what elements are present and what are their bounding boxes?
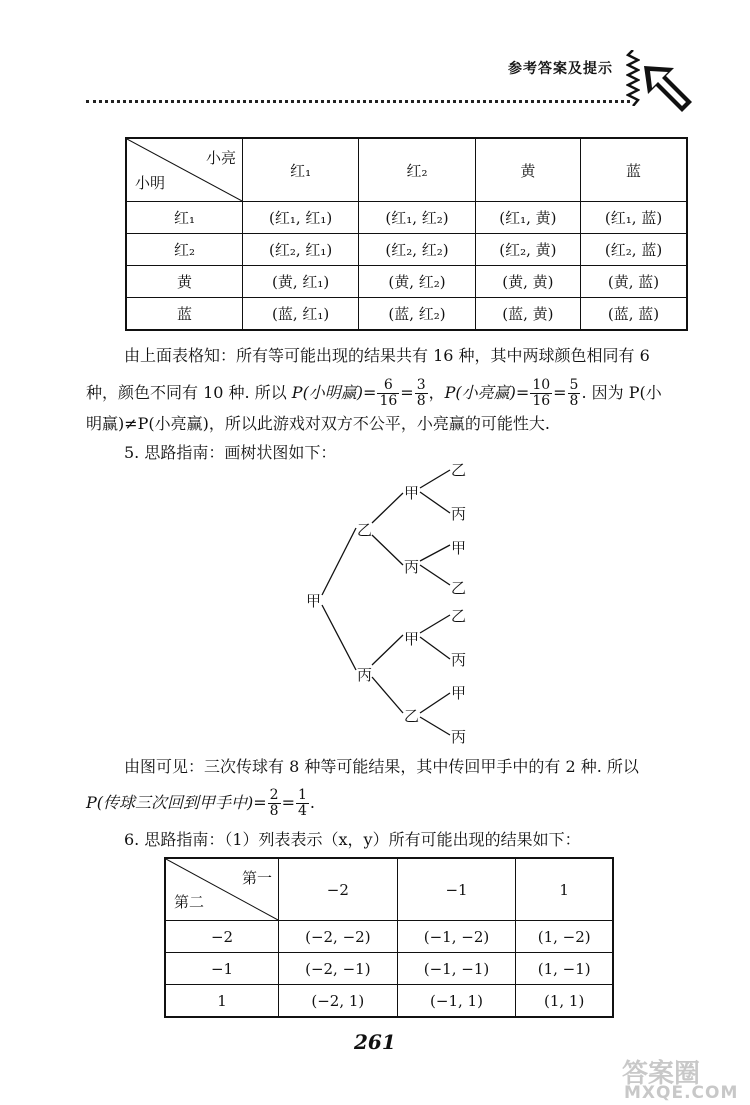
tree-node-root: 甲 xyxy=(306,592,322,610)
table-cell: (蓝, 红₁) xyxy=(243,298,359,331)
fraction-numerator: 6 xyxy=(377,378,399,394)
tree-leaf: 丙 xyxy=(451,505,467,523)
table-cell: (−1, −2) xyxy=(397,921,516,953)
column-header: 蓝 xyxy=(581,138,687,202)
fraction xyxy=(296,788,309,819)
row-header: −2 xyxy=(165,921,279,953)
table-cell: (黄, 蓝) xyxy=(581,266,687,298)
watermark-text: 答案圈 xyxy=(622,1059,701,1089)
tree-branch xyxy=(420,492,450,513)
tree-branch xyxy=(420,615,450,633)
tree-node: 甲 xyxy=(404,630,420,648)
fraction-denominator: 16 xyxy=(532,393,551,409)
table-cell: (1, −2) xyxy=(516,921,613,953)
column-header: 1 xyxy=(516,858,613,921)
comma: ， xyxy=(428,383,445,402)
text-span: 种，颜色不同有 10 种. 所以 xyxy=(86,383,292,402)
table-cell: (−1, 1) xyxy=(397,985,516,1018)
fraction xyxy=(568,378,581,409)
row-header: −1 xyxy=(165,953,279,985)
tree-branch xyxy=(420,717,450,735)
equals-sign: = xyxy=(281,793,295,812)
column-header: 黄 xyxy=(475,138,580,202)
table-row xyxy=(126,234,687,266)
table-cell: (红₁, 蓝) xyxy=(581,202,687,234)
row-header: 黄 xyxy=(126,266,243,298)
column-header: 红₁ xyxy=(243,138,359,202)
fraction-numerator: 3 xyxy=(416,377,426,393)
column-header: −1 xyxy=(397,858,516,921)
corner-bottom-label: 第二 xyxy=(174,893,205,911)
tree-branch xyxy=(372,535,403,565)
row-header: 红₁ xyxy=(126,202,243,234)
tree-node: 乙 xyxy=(357,521,373,539)
table-cell: (黄, 黄) xyxy=(475,266,580,298)
tree-branch xyxy=(372,493,403,523)
section-5-title: 5. 思路指南：画树状图如下： xyxy=(124,443,337,462)
table-row xyxy=(165,921,613,953)
paragraph-1-line-1: 由上面表格知：所有等可能出现的结果共有 16 种，其中两球颜色相同有 6 xyxy=(124,346,650,365)
tree-leaf: 乙 xyxy=(451,607,467,625)
header-title: 参考答案及提示 xyxy=(508,61,613,77)
tree-node: 丙 xyxy=(357,666,373,684)
paragraph-1-line-2 xyxy=(86,376,662,410)
probability-expression: P(传球三次回到甲手中)= xyxy=(86,793,267,812)
table-corner-cell xyxy=(126,138,243,202)
tree-branch xyxy=(420,470,450,488)
fraction xyxy=(268,788,281,819)
text-span: . 因为 P(小 xyxy=(581,383,662,402)
fraction-numerator: 5 xyxy=(569,377,579,393)
table-cell: (红₁, 红₂) xyxy=(359,202,475,234)
arrow-icon xyxy=(640,62,696,114)
period: . xyxy=(309,793,316,812)
tree-leaf: 乙 xyxy=(451,461,467,479)
table-row xyxy=(126,202,687,234)
corner-top-label: 第一 xyxy=(241,869,272,887)
fraction-denominator: 4 xyxy=(298,803,307,819)
header-rule xyxy=(86,100,630,103)
column-header: −2 xyxy=(279,858,398,921)
equals-sign: = xyxy=(400,383,414,402)
table-cell: (蓝, 黄) xyxy=(475,298,580,331)
tree-branch xyxy=(322,605,356,670)
table-cell: (蓝, 蓝) xyxy=(581,298,687,331)
tree-leaf: 丙 xyxy=(451,728,467,746)
page-number: 261 xyxy=(354,1030,396,1054)
fraction-numerator: 2 xyxy=(269,787,279,803)
table-cell: (红₂, 红₁) xyxy=(243,234,359,266)
section-6-title: 6. 思路指南：（1）列表表示（x，y）所有可能出现的结果如下： xyxy=(124,830,581,849)
corner-top-label: 小亮 xyxy=(205,149,236,167)
equals-sign: = xyxy=(553,383,567,402)
paragraph-2-line-2 xyxy=(86,786,315,820)
tree-leaf: 甲 xyxy=(451,539,467,557)
fraction-denominator: 8 xyxy=(416,393,426,409)
paragraph-2-line-1: 由图可见：三次传球有 8 种等可能结果，其中传回甲手中的有 2 种. 所以 xyxy=(124,757,639,776)
tree-branch xyxy=(322,528,356,595)
tree-branch xyxy=(420,545,450,561)
fraction xyxy=(377,378,399,409)
table-corner-cell xyxy=(165,858,279,921)
tree-branch xyxy=(420,565,450,585)
table-row xyxy=(165,985,613,1018)
column-header: 红₂ xyxy=(359,138,475,202)
tree-node: 丙 xyxy=(404,558,420,576)
fraction-numerator: 10 xyxy=(532,377,551,393)
table-cell: (蓝, 红₂) xyxy=(359,298,475,331)
zigzag-decoration xyxy=(626,50,640,106)
table-row xyxy=(126,266,687,298)
table-cell: (−1, −1) xyxy=(397,953,516,985)
table-cell: (黄, 红₁) xyxy=(243,266,359,298)
tree-node: 乙 xyxy=(404,707,420,725)
fraction-denominator: 8 xyxy=(269,803,279,819)
table-cell: (−2, −2) xyxy=(279,921,398,953)
tree-branch xyxy=(372,677,403,713)
table-cell: (1, 1) xyxy=(516,985,613,1018)
tree-leaf: 甲 xyxy=(451,684,467,702)
watermark-logo xyxy=(614,1053,748,1103)
fraction-denominator: 8 xyxy=(569,393,579,409)
xy-outcome-table xyxy=(164,857,614,1018)
fraction xyxy=(530,378,552,409)
tree-node: 甲 xyxy=(404,484,420,502)
fraction xyxy=(415,378,428,409)
tree-leaf: 乙 xyxy=(451,579,467,597)
row-header: 蓝 xyxy=(126,298,243,331)
row-header: 红₂ xyxy=(126,234,243,266)
paragraph-1-line-3: 明赢)≠P(小亮赢)，所以此游戏对双方不公平，小亮赢的可能性大. xyxy=(86,414,550,433)
probability-xiaoliang: P(小亮赢)= xyxy=(444,383,530,402)
table-cell: (红₂, 红₂) xyxy=(359,234,475,266)
tree-branch xyxy=(420,693,450,713)
table-cell: (黄, 红₂) xyxy=(359,266,475,298)
table-cell: (1, −1) xyxy=(516,953,613,985)
table-cell: (红₁, 红₁) xyxy=(243,202,359,234)
row-header: 1 xyxy=(165,985,279,1018)
probability-xiaoming: P(小明赢)= xyxy=(291,383,377,402)
watermark-url: MXQE.COM xyxy=(624,1083,739,1103)
fraction-denominator: 16 xyxy=(379,393,398,409)
table-row xyxy=(126,298,687,331)
table-cell: (−2, 1) xyxy=(279,985,398,1018)
tree-diagram xyxy=(300,455,490,755)
fraction-numerator: 1 xyxy=(298,787,307,803)
tree-branch xyxy=(420,637,450,659)
corner-bottom-label: 小明 xyxy=(135,174,166,192)
table-row xyxy=(165,953,613,985)
table-cell: (红₂, 蓝) xyxy=(581,234,687,266)
table-cell: (−2, −1) xyxy=(279,953,398,985)
tree-branch xyxy=(372,635,403,665)
table-cell: (红₂, 黄) xyxy=(475,234,580,266)
color-outcome-table xyxy=(125,137,688,331)
table-cell: (红₁, 黄) xyxy=(475,202,580,234)
tree-leaf: 丙 xyxy=(451,651,467,669)
